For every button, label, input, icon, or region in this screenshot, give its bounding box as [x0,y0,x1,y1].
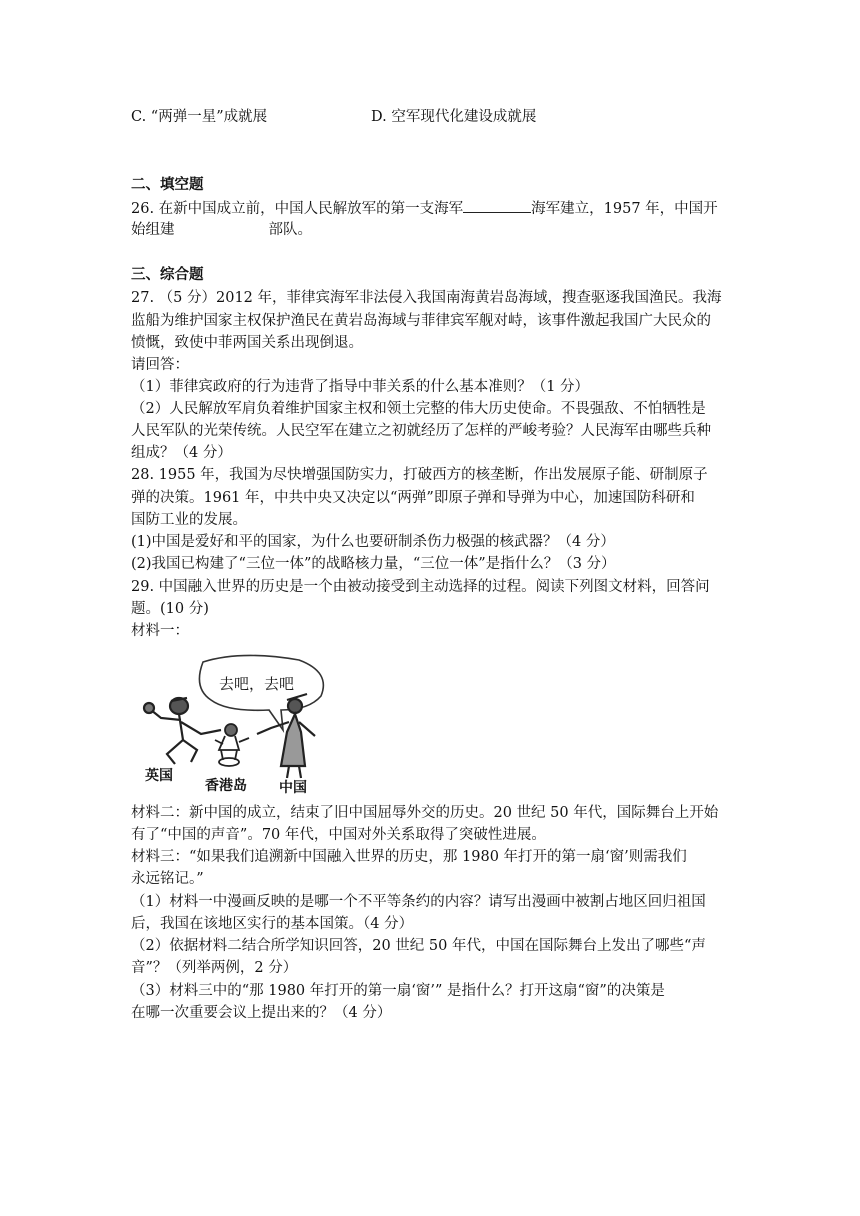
label-hongkong: 香港岛 [205,778,247,794]
option-d: D. 空军现代化建设成就展 [371,109,537,125]
q29-after-line: 材料二：新中国的成立，结束了旧中国屈辱外交的历史。20 世纪 50 年代，国际舞台上开始 [131,805,719,821]
q29-after-line: 有了“中国的声音”。70 年代，中国对外关系取得了突破性进展。 [131,827,546,843]
speech-text: 去吧，去吧 [219,675,295,693]
q28-line: 弹的决策。1961 年，中共中央又决定以“两弹”即原子弹和导弹为中心，加速国防科研和 [131,490,695,506]
label-britain: 英国 [145,768,173,784]
q26-text-d: 部队。 [268,222,312,238]
question-26-line1 [131,197,731,220]
q27-line: （1）菲律宾政府的行为违背了指导中菲关系的什么基本准则？（1 分） [131,379,590,395]
option-c: C. “两弹一星”成就展 [131,109,268,125]
q29-after-line: 材料三：“如果我们追溯新中国融入世界的历史，那 1980 年打开的第一扇‘窗’则需我们 [131,849,687,865]
q29-after-line: 永远铭记。” [131,871,204,887]
britain-figure [144,698,221,764]
q29-line: 材料一： [131,623,189,639]
section2-title: 二、填空题 [131,176,204,193]
q26-text-a: 26. 在新中国成立前，中国人民解放军的第一支海军 [131,201,464,217]
question-26-line2 [131,219,731,241]
q29-after-line: （1）材料一中漫画反映的是哪一个不平等条约的内容？请写出漫画中被割占地区回归祖国 [131,894,706,910]
label-china: 中国 [279,780,307,796]
section3-title: 三、综合题 [131,266,204,283]
q28-line: (1)中国是爱好和平的国家，为什么也要研制杀伤力极强的核武器？（4 分） [131,534,615,550]
q28-line: 28. 1955 年，我国为尽快增强国防实力，打破西方的核垄断，作出发展原子能、研制原子 [131,467,708,483]
q29-line: 29. 中国融入世界的历史是一个由被动接受到主动选择的过程。阅读下列图文材料，回答问 [131,579,710,595]
q27-line: 监船为维护国家主权保护渔民在黄岩岛海域与菲律宾军舰对峙，该事件激起我国广大民众的 [131,313,711,329]
q27-line: 27. （5 分）2012 年，菲律宾海军非法侵入我国南海黄岩岛海域，搜查驱逐我国渔民。我海 [131,290,722,306]
q29-after-line: 音”？（列举两例，2 分） [131,960,298,976]
q29-line: 题。(10 分) [131,601,209,617]
q28-line: 国防工业的发展。 [131,512,247,528]
q26-text-c: 始组建 [131,222,175,238]
q27-line: 组成？（4 分） [131,445,232,461]
q27-line: 人民军队的光荣传统。人民空军在建立之初就经历了怎样的严峻考验？人民海军由哪些兵种 [131,423,711,439]
q29-after-line: 后，我国在该地区实行的基本国策。（4 分） [131,916,414,932]
material-one-cartoon [131,654,341,796]
q29-after-line: （3）材料三中的“那 1980 年打开的第一扇‘窗’” 是指什么？打开这扇“窗”的决策是 [131,983,665,999]
q29-after-line: （2）依据材料二结合所学知识回答，20 世纪 50 年代，中国在国际舞台上发出了哪些“声 [131,938,706,954]
q27-line: 请回答： [131,357,189,373]
q26-text-b: 海军建立，1957 年，中国开 [531,201,718,217]
q28-line: (2)我国已构建了“三位一体”的战略核力量，“三位一体”是指什么？（3 分） [131,556,616,572]
q26-blank-1 [463,197,531,213]
options-row [131,106,731,128]
cartoon-drawing [131,654,341,796]
q27-line: 愤慨，致使中菲两国关系出现倒退。 [131,335,363,351]
q29-after-line: 在哪一次重要会议上提出来的？（4 分） [131,1005,392,1021]
q27-line: （2）人民解放军肩负着维护国家主权和领土完整的伟大历史使命。不畏强敌、不怕牺牲是 [131,401,706,417]
